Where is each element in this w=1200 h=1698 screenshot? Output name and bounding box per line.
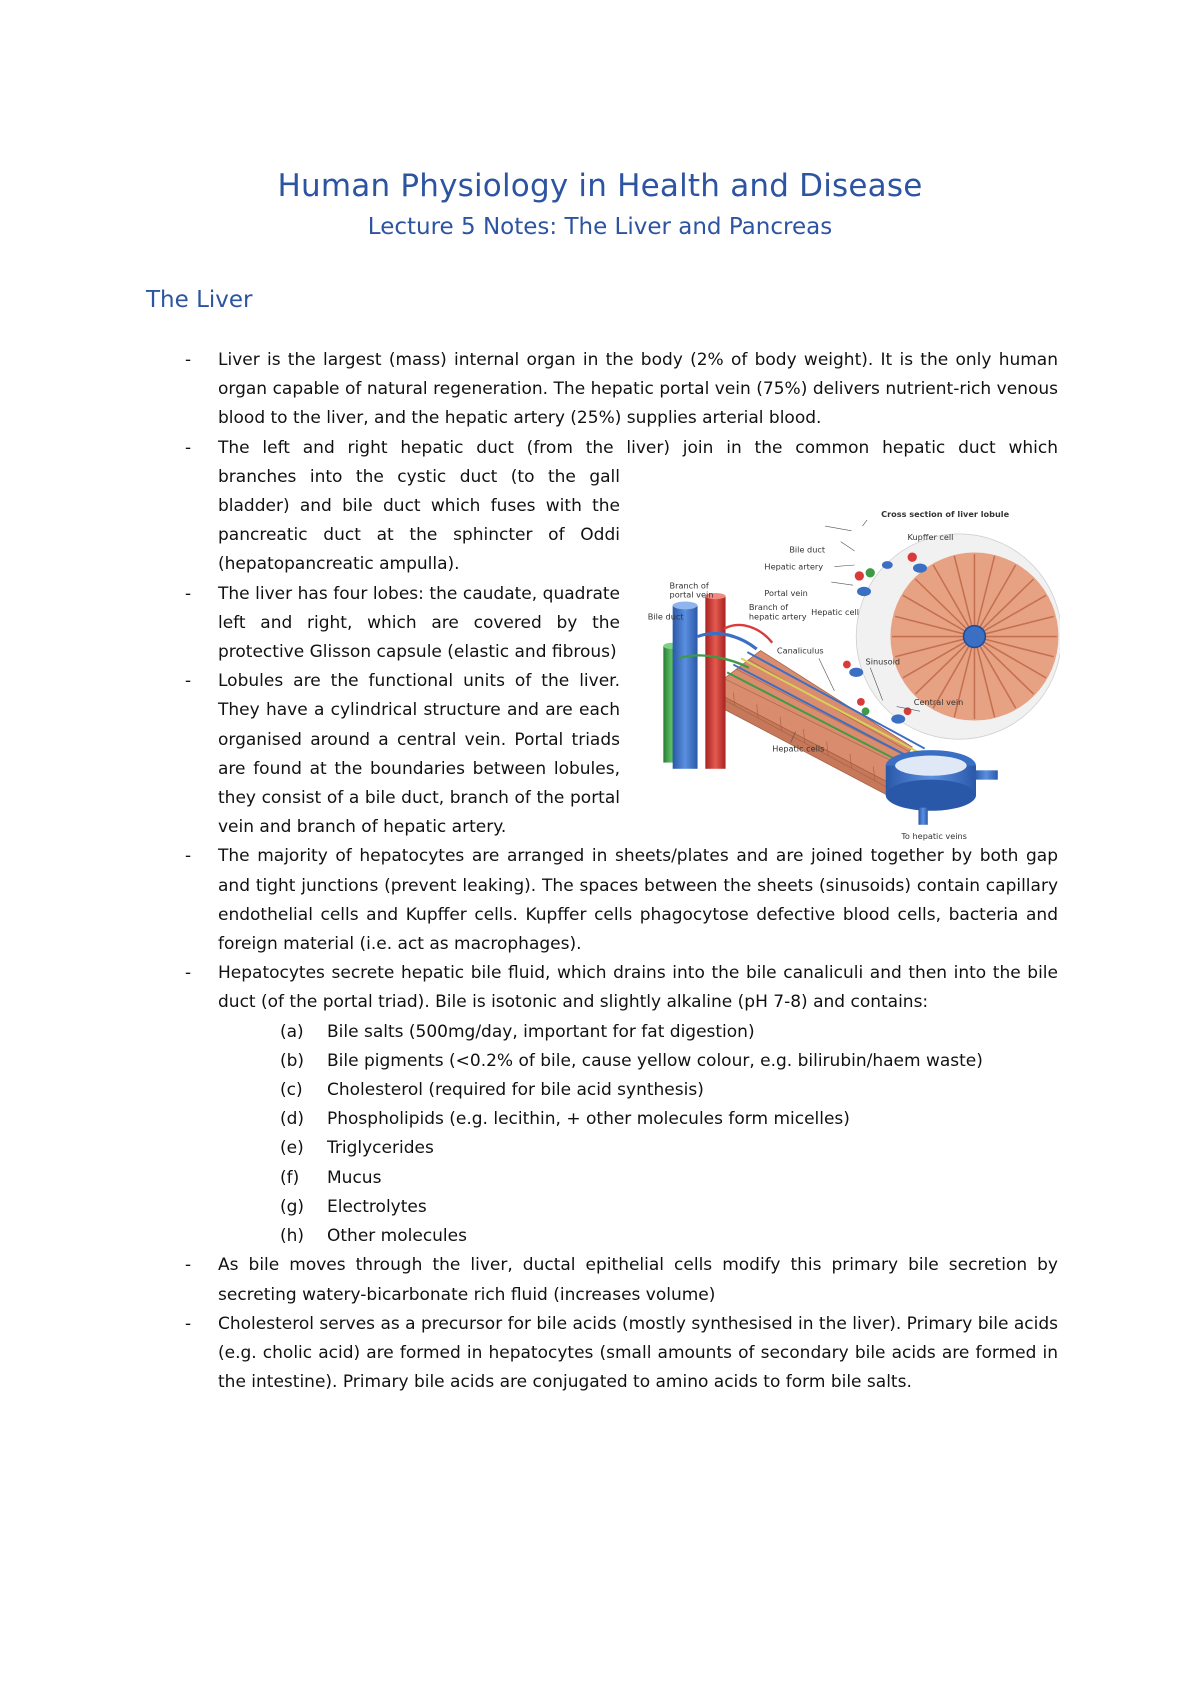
sub-marker: (f) (280, 1167, 300, 1188)
figure-heading: Cross section of liver lobule (881, 508, 1010, 519)
label-hepatic-cells: Hepatic cells (772, 743, 825, 754)
sub-list-item (0, 1134, 1200, 1163)
sub-list-item (0, 1047, 1200, 1076)
label-sinusoid: Sinusoid (865, 656, 901, 667)
sub-list-item (0, 1076, 1200, 1105)
label-to-hepatic-veins: To hepatic veins (901, 830, 967, 841)
list-item (0, 1310, 1200, 1398)
label-branch-hepatic-artery-2: hepatic artery (748, 611, 807, 622)
bullet-text: Lobules are the functional units of the liver. They have a cylindrical structure and are each organised around a central vein. Portal triads are found at the boundaries between lobules, they consist of a bile duct, branch of the portal vein and branch of hepatic artery. (218, 671, 620, 838)
sub-text: Cholesterol (required for bile acid synthesis) (327, 1080, 704, 1101)
label-branch-portal-vein-2: portal vein (669, 589, 714, 600)
list-item (0, 959, 1200, 1251)
label-bile-duct: Bile duct (647, 611, 684, 622)
bullet-text: The liver has four lobes: the caudate, quadrate left and right, which are covered by the protective Glisson capsule (elastic and fibrous) (218, 583, 620, 663)
lobule-cross-section (843, 534, 1060, 739)
label-portal-vein: Portal vein (764, 588, 808, 599)
sub-text: Other molecules (327, 1226, 467, 1247)
bullet-text: Cholesterol serves as a precursor for bile acids (mostly synthesised in the liver). Primary bile acids (e.g. cholic acid) are formed in hepatocytes (small amounts of secondary bile acids are formed in the intestine). Primary bile acids are conjugated to amino acids to form bile salts. (218, 1313, 1058, 1393)
sub-marker: (e) (280, 1138, 304, 1159)
sub-list-item (0, 1018, 1200, 1047)
sub-text: Mucus (327, 1167, 382, 1188)
bullet-dash: - (185, 350, 192, 370)
bullet-dash: - (185, 1255, 192, 1276)
bullet-text: The majority of hepatocytes are arranged in sheets/plates and are joined together by both gap and tight junctions (prevent leaking). The spaces between the sheets (sinusoids) contain capillary endothelial cells and Kupffer cells. Kupffer cells phagocytose defective blood cells, bacteria and foreign material (i.e. act as macrophages). (218, 846, 1058, 955)
sub-marker: (d) (280, 1109, 305, 1130)
sub-marker: (c) (280, 1080, 303, 1101)
label-branch-hepatic-artery-1: Branch of (748, 602, 789, 613)
sub-text: Phospholipids (e.g. lecithin, + other molecules form micelles) (327, 1109, 850, 1130)
central-vein (886, 750, 998, 825)
label-hepatic-cell: Hepatic cell (811, 606, 860, 617)
sub-text: Bile salts (500mg/day, important for fat digestion) (327, 1021, 755, 1042)
sub-list-item (0, 1164, 1200, 1193)
label-canaliculus: Canaliculus (776, 645, 824, 656)
bullet-dash: - (185, 846, 192, 867)
bullet-text: Hepatocytes secrete hepatic bile fluid, which drains into the bile canaliculi and then into the bile duct (of the portal triad). Bile is isotonic and slightly alkaline (pH 7-8) and contains: (218, 963, 1058, 1013)
bullet-dash: - (185, 437, 192, 458)
list-item (0, 346, 1200, 434)
document-title: Human Physiology in Health and Disease (277, 168, 923, 204)
sub-list-item (0, 1222, 1200, 1251)
sub-list-item (0, 1105, 1200, 1134)
label-hepatic-artery: Hepatic artery (764, 561, 824, 572)
bullet-dash: - (185, 963, 192, 984)
bullet-text: Liver is the largest (mass) internal organ in the body (2% of body weight). It is the only human organ capable of natural regeneration. The hepatic portal vein (75%) delivers nutrient-rich venous blood to the liver, and the hepatic artery (25%) supplies arterial blood. (218, 350, 1058, 429)
sub-marker: (h) (280, 1226, 305, 1247)
bullet-dash: - (185, 671, 192, 692)
sub-text: Electrolytes (327, 1196, 427, 1217)
bullet-text: As bile moves through the liver, ductal epithelial cells modify this primary bile secretion by secreting watery-bicarbonate rich fluid (increases volume) (218, 1255, 1058, 1305)
bullet-dash: - (185, 1313, 192, 1334)
document-subtitle: Lecture 5 Notes: The Liver and Pancreas (367, 214, 833, 240)
bullet-text-continued: branches into the cystic duct (to the gall bladder) and bile duct which fuses with the pancreatic duct at the sphincter of Oddi (hepatopancreatic ampulla). (218, 466, 620, 575)
label-branch-portal-vein-1: Branch of (669, 580, 709, 591)
sub-list-item (0, 1193, 1200, 1222)
list-item (0, 434, 1200, 463)
label-bile-duct-small: Bile duct (789, 544, 826, 555)
sub-text: Triglycerides (327, 1138, 434, 1159)
liver-lobule-illustration (640, 462, 1060, 892)
sub-text: Bile pigments (<0.2% of bile, cause yellow colour, e.g. bilirubin/haem waste) (327, 1050, 983, 1071)
sub-marker: (b) (280, 1050, 305, 1071)
sub-marker: (g) (280, 1196, 305, 1217)
bullet-text: The left and right hepatic duct (from the liver) join in the common hepatic duct which (218, 437, 1058, 458)
sub-marker: (a) (280, 1021, 304, 1042)
label-central-vein: Central vein (913, 697, 964, 707)
section-heading: The Liver (146, 287, 253, 313)
label-kupffer-cell: Kupffer cell (907, 532, 954, 543)
bile-contents-list (0, 1018, 1200, 1252)
list-item (0, 1251, 1200, 1309)
bullet-dash: - (185, 583, 192, 604)
